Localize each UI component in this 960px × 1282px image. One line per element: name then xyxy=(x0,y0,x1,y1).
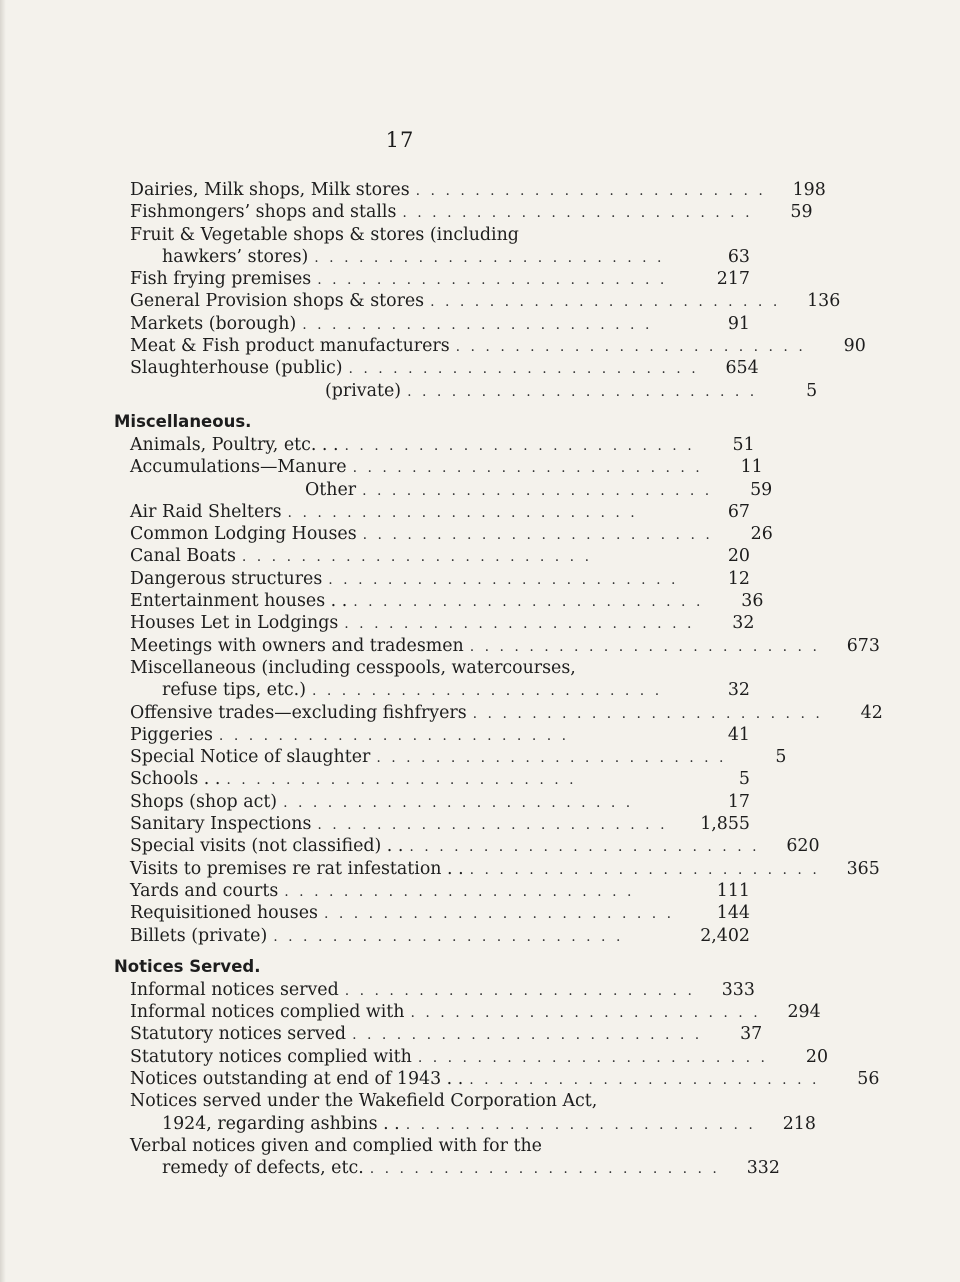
row-label: Informal notices complied with xyxy=(130,1002,405,1023)
leader-dots: . . . . . . . . . . . . . . . . . . . . . . . . xyxy=(402,205,753,222)
row-value: 217 xyxy=(716,269,750,290)
leader-dots: . . . . . . . . . . . . . . . . . . . . . . . . xyxy=(376,750,727,767)
table-row xyxy=(130,1002,821,1024)
row-label: Yards and courts xyxy=(130,880,279,901)
table-row xyxy=(130,502,750,524)
table-row xyxy=(130,836,820,858)
page-number: 17 xyxy=(385,128,415,152)
leader-dots: . . . . . . . . . . . . . . . . . . . . . . . . xyxy=(283,794,634,811)
leader-dots: . . . . . . . . . . . . . . . . . . . . . . . . xyxy=(314,249,665,266)
leader-dots: . . . . . . . . . . . . . . . . . . . . . . . . xyxy=(218,727,570,744)
table-row xyxy=(130,269,750,291)
row-label: Animals, Poultry, etc. . . xyxy=(130,434,339,455)
leader-dots: . . . . . . . . . . . . . . . . . . . . . . . . xyxy=(344,616,695,633)
leader-dots: . . . . . . . . . . . . . . . . . . . . . . . . xyxy=(348,361,699,378)
table-row xyxy=(130,524,773,546)
row-label: Air Raid Shelters xyxy=(130,501,282,522)
row-value: 2,402 xyxy=(700,925,750,946)
leader-dots: . . . . . . . . . . . . . . . . . . . . . . . . xyxy=(369,1161,720,1178)
row-value: 198 xyxy=(792,180,826,200)
row-label: Verbal notices given and complied with for the xyxy=(130,1135,542,1156)
table-row xyxy=(130,569,750,591)
leader-dots: . . . . . . . . . . . . . . . . . . . . . . . . xyxy=(302,316,653,333)
row-value: 620 xyxy=(786,836,820,857)
row-value: 5 xyxy=(806,380,818,401)
inspection-table xyxy=(114,180,883,1180)
row-label: Fish frying premises xyxy=(130,269,312,290)
row-label: Offensive trades—excluding fishfryers xyxy=(130,702,467,723)
row-value: 333 xyxy=(721,979,755,1000)
leader-dots: . . . . . . . . . . . . . . . . . . . . . . . . xyxy=(344,982,695,999)
row-label: Piggeries xyxy=(130,724,213,745)
leader-dots: . . . . . . . . . . . . . . . . . . . . . . . . xyxy=(226,772,577,789)
table-row xyxy=(130,434,755,457)
row-value: 12 xyxy=(727,568,750,589)
leader-dots: . . . . . . . . . . . . . . . . . . . . . . . . xyxy=(328,571,679,588)
leader-dots: . . . . . . . . . . . . . . . . . . . . . . . . xyxy=(469,1071,820,1088)
row-label: Common Lodging Houses xyxy=(130,524,357,545)
row-label: Requisitioned houses xyxy=(130,903,318,924)
row-value: 56 xyxy=(857,1068,880,1089)
table-row xyxy=(130,247,750,269)
table-row xyxy=(130,546,750,568)
table-row xyxy=(130,979,755,1002)
row-label: Fruit & Vegetable shops & stores (including xyxy=(130,224,519,245)
table-row xyxy=(130,702,883,725)
row-label: Canal Boats xyxy=(130,546,236,567)
row-value: 37 xyxy=(740,1024,763,1045)
row-label: Sanitary Inspections xyxy=(130,814,312,835)
row-label: Informal notices served xyxy=(130,979,339,1000)
row-label: Miscellaneous (including cesspools, watercourses, xyxy=(130,657,576,678)
table-row xyxy=(130,380,818,403)
row-value: 42 xyxy=(860,702,883,723)
row-value: 294 xyxy=(787,1002,821,1023)
row-value: 144 xyxy=(716,903,750,924)
row-value: 365 xyxy=(846,858,880,879)
leader-dots: . . . . . . . . . . . . . . . . . . . . . . . . xyxy=(405,1116,756,1133)
notices-heading: Notices Served. xyxy=(114,956,261,976)
row-label: 1924, regarding ashbins . . xyxy=(162,1113,400,1134)
leader-dots: . . . . . . . . . . . . . . . . . . . . . . . . xyxy=(317,272,668,289)
table-row xyxy=(130,358,759,380)
row-value: 63 xyxy=(727,246,750,267)
row-label: Statutory notices complied with xyxy=(130,1046,412,1067)
miscellaneous-heading: Miscellaneous. xyxy=(114,411,252,431)
row-label: Markets (borough) xyxy=(130,313,297,334)
leader-dots: . . . . . . . . . . . . . . . . . . . . . . . . xyxy=(415,183,766,199)
row-label: remedy of defects, etc. xyxy=(162,1158,364,1179)
row-label: (private) xyxy=(325,380,402,401)
row-value: 90 xyxy=(843,336,866,357)
row-value: 59 xyxy=(790,202,813,223)
row-value: 59 xyxy=(750,479,773,500)
row-label: Special Notice of slaughter xyxy=(130,747,371,768)
leader-dots: . . . . . . . . . . . . . . . . . . . . . . . . xyxy=(287,504,638,521)
table-row xyxy=(130,792,750,814)
leader-dots: . . . . . . . . . . . . . . . . . . . . . . . . xyxy=(344,437,695,454)
leader-dots: . . . . . . . . . . . . . . . . . . . . . . . . xyxy=(472,705,823,722)
table-row xyxy=(130,591,764,613)
leader-dots: . . . . . . . . . . . . . . . . . . . . . . . . xyxy=(311,683,663,700)
table-row xyxy=(130,926,750,948)
table-row xyxy=(130,291,841,313)
premises-section xyxy=(130,180,866,403)
row-label: Dangerous structures xyxy=(130,568,323,589)
row-label: Visits to premises re rat infestation . . xyxy=(130,858,464,879)
leader-dots: . . . . . . . . . . . . . . . . . . . . . . . . xyxy=(241,549,593,566)
leader-dots: . . . . . . . . . . . . . . . . . . . . . . . . xyxy=(352,460,703,477)
row-value: 91 xyxy=(727,313,750,334)
leader-dots: . . . . . . . . . . . . . . . . . . . . . . . . xyxy=(352,1027,703,1044)
row-label: Special visits (not classified) . . xyxy=(130,836,404,857)
table-row xyxy=(130,336,866,358)
table-row xyxy=(130,457,763,479)
row-value: 67 xyxy=(727,501,750,522)
row-label: Statutory notices served xyxy=(130,1024,347,1045)
leader-dots: . . . . . . . . . . . . . . . . . . . . . . . . xyxy=(455,339,806,356)
row-value: 332 xyxy=(746,1158,780,1179)
table-row xyxy=(130,1068,880,1091)
row-label: Meat & Fish product manufacturers xyxy=(130,336,450,357)
table-row xyxy=(130,1046,829,1069)
table-row xyxy=(130,1091,750,1113)
table-row xyxy=(130,1136,750,1158)
table-row xyxy=(130,314,750,336)
table-row xyxy=(130,769,750,791)
row-value: 136 xyxy=(807,291,841,312)
leader-dots: . . . . . . . . . . . . . . . . . . . . . . . . xyxy=(410,1005,761,1022)
row-value: 5 xyxy=(775,747,787,768)
row-value: 5 xyxy=(738,769,750,790)
row-label: Entertainment houses . . xyxy=(130,591,348,612)
row-label: Accumulations—Manure xyxy=(130,457,347,478)
row-value: 218 xyxy=(782,1113,816,1134)
notices-section xyxy=(130,979,880,1181)
leader-dots: . . . . . . . . . . . . . . . . . . . . . . . . xyxy=(407,383,758,400)
row-label: General Provision shops & stores xyxy=(130,291,425,312)
leader-dots: . . . . . . . . . . . . . . . . . . . . . . . . xyxy=(469,638,820,655)
row-label: Other xyxy=(305,479,357,500)
leader-dots: . . . . . . . . . . . . . . . . . . . . . . . . xyxy=(284,883,635,900)
row-value: 32 xyxy=(732,613,755,634)
row-value: 26 xyxy=(750,524,773,545)
miscellaneous-section xyxy=(130,434,883,948)
table-row xyxy=(130,202,813,224)
row-value: 654 xyxy=(725,358,759,379)
row-value: 51 xyxy=(732,434,755,455)
table-row xyxy=(130,747,787,769)
row-value: 111 xyxy=(716,880,750,901)
row-label: hawkers’ stores) xyxy=(162,246,309,267)
row-label: Billets (private) xyxy=(130,925,268,946)
table-row xyxy=(130,635,880,658)
leader-dots: . . . . . . . . . . . . . . . . . . . . . . . . xyxy=(362,527,713,544)
table-row xyxy=(130,680,750,702)
row-value: 32 xyxy=(727,680,750,701)
row-label: refuse tips, etc.) xyxy=(162,680,306,701)
leader-dots: . . . . . . . . . . . . . . . . . . . . . . . . xyxy=(317,817,668,834)
row-value: 673 xyxy=(846,635,880,656)
leader-dots: . . . . . . . . . . . . . . . . . . . . . . . . xyxy=(323,906,675,923)
row-label: Shops (shop act) xyxy=(130,791,278,812)
row-value: 11 xyxy=(740,457,763,478)
leader-dots: . . . . . . . . . . . . . . . . . . . . . . . . xyxy=(430,294,781,311)
page-edge-shadow xyxy=(0,0,6,1282)
leader-dots: . . . . . . . . . . . . . . . . . . . . . . . . xyxy=(469,861,820,878)
table-row xyxy=(130,814,750,836)
row-label: Fishmongers’ shops and stalls xyxy=(130,202,397,223)
leader-dots: . . . . . . . . . . . . . . . . . . . . . . . . xyxy=(362,482,713,499)
row-label: Slaughterhouse (public) xyxy=(130,358,343,379)
table-row xyxy=(130,858,880,881)
row-label: Notices outstanding at end of 1943 . . xyxy=(130,1068,464,1089)
row-value: 36 xyxy=(741,591,764,612)
leader-dots: . . . . . . . . . . . . . . . . . . . . . . . . xyxy=(353,594,704,611)
row-label: Notices served under the Wakefield Corporation Act, xyxy=(130,1091,598,1112)
table-row xyxy=(130,881,750,903)
table-row xyxy=(130,479,773,502)
leader-dots: . . . . . . . . . . . . . . . . . . . . . . . . xyxy=(273,928,624,945)
row-label: Dairies, Milk shops, Milk stores xyxy=(130,180,410,200)
table-row xyxy=(130,180,826,202)
row-value: 41 xyxy=(727,724,750,745)
table-row xyxy=(130,1158,780,1180)
table-row xyxy=(130,658,750,680)
leader-dots: . . . . . . . . . . . . . . . . . . . . . . . . xyxy=(417,1049,769,1066)
table-row xyxy=(130,1024,763,1046)
table-row xyxy=(130,1113,816,1136)
row-value: 1,855 xyxy=(700,814,750,835)
row-label: Schools . . xyxy=(130,769,221,790)
row-value: 17 xyxy=(727,791,750,812)
leader-dots: . . . . . . . . . . . . . . . . . . . . . . . . xyxy=(409,839,760,856)
row-label: Meetings with owners and tradesmen xyxy=(130,635,464,656)
row-value: 20 xyxy=(805,1046,829,1067)
table-row xyxy=(130,903,750,925)
row-label: Houses Let in Lodgings xyxy=(130,613,339,634)
table-row xyxy=(130,725,750,747)
table-row xyxy=(130,613,755,635)
row-value: 20 xyxy=(727,546,750,567)
table-row xyxy=(130,225,750,247)
